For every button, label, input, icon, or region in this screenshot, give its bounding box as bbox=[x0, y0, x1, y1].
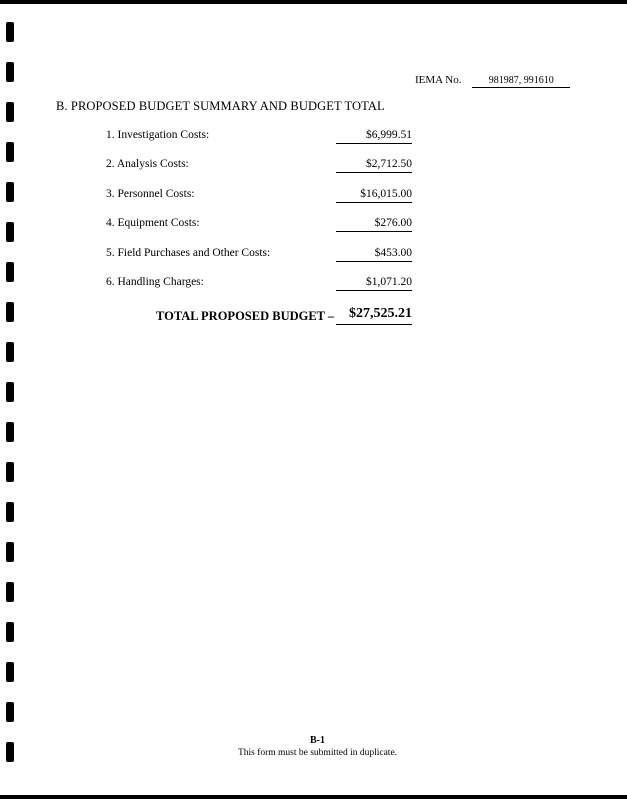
budget-row-analysis bbox=[0, 158, 627, 178]
budget-item-label: 5. Field Purchases and Other Costs: bbox=[106, 247, 271, 259]
punch-hole bbox=[6, 422, 14, 442]
punch-hole bbox=[6, 502, 14, 522]
iema-value: 981987, 991610 bbox=[472, 75, 570, 88]
budget-row-personnel bbox=[0, 188, 627, 208]
budget-item-amount: $276.00 bbox=[336, 217, 412, 232]
budget-row-handling bbox=[0, 276, 627, 296]
top-page-border bbox=[0, 0, 627, 4]
budget-row-field-purchases bbox=[0, 247, 627, 267]
punch-hole bbox=[6, 342, 14, 362]
punch-hole bbox=[6, 22, 14, 42]
budget-item-amount: $6,999.51 bbox=[336, 129, 412, 144]
budget-item-label: 1. Investigation Costs: bbox=[106, 129, 210, 141]
punch-hole bbox=[6, 622, 14, 642]
total-budget-amount: $27,525.21 bbox=[336, 306, 412, 325]
total-budget-label: TOTAL PROPOSED BUDGET – bbox=[156, 309, 335, 323]
punch-hole bbox=[6, 582, 14, 602]
budget-item-label: 3. Personnel Costs: bbox=[106, 188, 195, 200]
footer-note: This form must be submitted in duplicate. bbox=[237, 748, 398, 758]
budget-item-label: 2. Analysis Costs: bbox=[106, 158, 189, 170]
binder-punch-holes bbox=[4, 0, 16, 800]
punch-hole bbox=[6, 102, 14, 122]
punch-hole bbox=[6, 702, 14, 722]
punch-hole bbox=[6, 542, 14, 562]
budget-item-label: 6. Handling Charges: bbox=[106, 276, 204, 288]
budget-item-amount: $2,712.50 bbox=[336, 158, 412, 173]
punch-hole bbox=[6, 662, 14, 682]
budget-item-label: 4. Equipment Costs: bbox=[106, 217, 200, 229]
page-number: B-1 bbox=[310, 735, 325, 746]
budget-row-equipment bbox=[0, 217, 627, 237]
budget-row-investigation bbox=[0, 129, 627, 149]
budget-item-amount: $453.00 bbox=[336, 247, 412, 262]
budget-item-amount: $16,015.00 bbox=[336, 188, 412, 203]
bottom-page-border bbox=[0, 795, 627, 799]
iema-number-field bbox=[415, 74, 570, 88]
punch-hole bbox=[6, 462, 14, 482]
punch-hole bbox=[6, 62, 14, 82]
section-title: B. PROPOSED BUDGET SUMMARY AND BUDGET TOTAL bbox=[56, 99, 385, 113]
punch-hole bbox=[6, 382, 14, 402]
iema-label: IEMA No. bbox=[415, 74, 462, 86]
budget-item-amount: $1,071.20 bbox=[336, 276, 412, 291]
punch-hole bbox=[6, 302, 14, 322]
